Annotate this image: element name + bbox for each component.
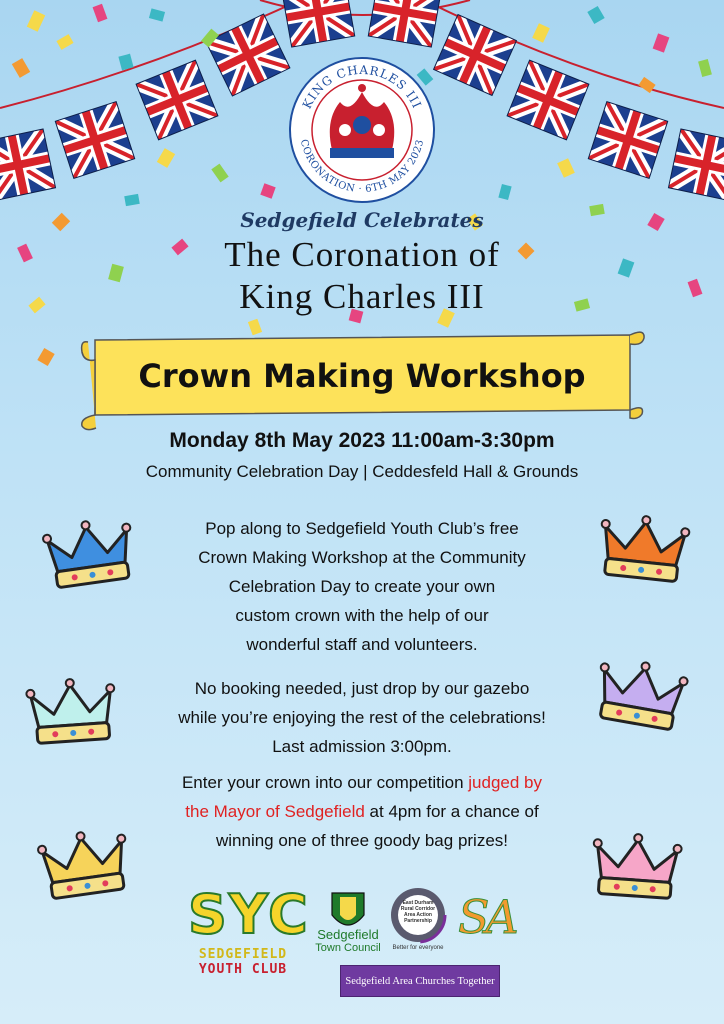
coronation-emblem — [290, 58, 434, 202]
competition-highlight: the Mayor of Sedgefield — [185, 802, 365, 821]
sa-logo: SA — [458, 890, 515, 944]
town-council-subname: Town Council — [315, 942, 381, 954]
town-council-logo — [305, 927, 391, 954]
intro-line: Celebration Day to create your own — [228, 577, 496, 596]
intro-line: custom crown with the help of our — [235, 606, 489, 625]
event-venue: Community Celebration Day | Ceddesfeld Hall & Grounds — [145, 462, 579, 481]
svg-text:CORONATION · 6TH MAY 2023: CORONATION · 6TH MAY 2023 — [297, 138, 427, 196]
syc-logo — [188, 883, 310, 995]
town-council-shield-icon — [332, 893, 364, 925]
syc-line2: YOUTH CLUB — [198, 962, 288, 977]
competition-highlight: judged by — [468, 773, 543, 792]
intro-paragraph — [140, 514, 584, 659]
intro-line: wonderful staff and volunteers. — [246, 635, 478, 654]
syc-letters: SYC — [188, 883, 310, 946]
intro-line: Crown Making Workshop at the Community — [198, 548, 526, 567]
booking-line: Last admission 3:00pm. — [272, 737, 452, 756]
booking-paragraph — [130, 674, 594, 761]
emblem-ring-text — [290, 58, 434, 202]
competition-paragraph — [130, 768, 594, 855]
subtitle: Sedgefield Celebrates — [240, 208, 484, 232]
competition-text: Enter your crown into our competition — [181, 773, 469, 792]
aap-logo-text — [398, 900, 438, 924]
aap-line: Partnership — [404, 918, 432, 924]
page-title-line1: The Coronation of — [224, 235, 500, 274]
competition-line-3: winning one of three goody bag prizes! — [215, 831, 509, 850]
aap-line: Rural Corridor — [400, 906, 436, 912]
banner-title: Crown Making Workshop — [138, 357, 586, 395]
aap-tagline: Better for everyone — [392, 945, 444, 951]
competition-line-1 — [130, 768, 594, 797]
svg-text:KING CHARLES III: KING CHARLES III — [299, 62, 425, 111]
town-council-name: Sedgefield — [317, 927, 379, 942]
event-date-time: Monday 8th May 2023 11:00am-3:30pm — [169, 429, 555, 452]
syc-line1: SEDGEFIELD — [198, 947, 288, 962]
booking-line: while you’re enjoying the rest of the celebrations! — [178, 708, 546, 727]
churches-together-label: Sedgefield Area Churches Together — [340, 965, 500, 997]
intro-line: Pop along to Sedgefield Youth Club’s free — [205, 519, 519, 538]
competition-line-2 — [130, 797, 594, 826]
aap-line: Area Action — [404, 912, 432, 918]
aap-line: East Durham — [402, 900, 434, 906]
booking-line: No booking needed, just drop by our gazebo — [194, 679, 530, 698]
page-title-line2: King Charles III — [239, 277, 485, 316]
competition-text: at 4pm for a chance of — [364, 802, 539, 821]
